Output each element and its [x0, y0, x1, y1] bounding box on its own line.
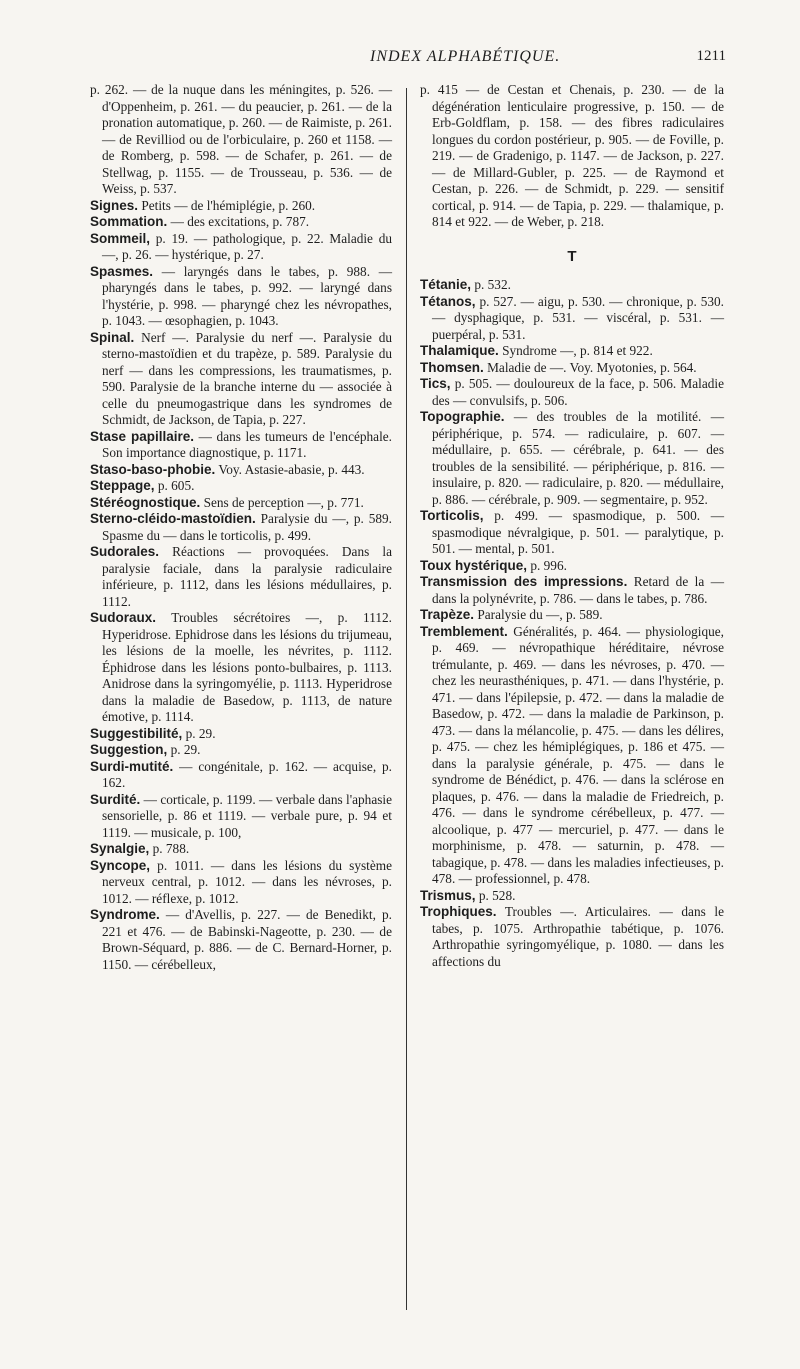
- entry-heading: Tics,: [420, 376, 451, 391]
- entry-text: Sens de perception —, p. 771.: [203, 494, 364, 510]
- entry-text: Troubles —. Articulaires. — dans le tabes, p. 1075. Arthropathie tabétique, p. 1076. Arthropathie syringomyélique, p. 1080. — dans les affections du: [432, 904, 724, 969]
- entry-heading: Spasmes.: [90, 263, 154, 279]
- entry-heading: Sommeil,: [90, 230, 151, 246]
- index-entry: [420, 508, 724, 558]
- entry-text: p. 29.: [185, 725, 216, 741]
- entry-heading: Signes.: [90, 197, 139, 213]
- index-entry: [420, 277, 724, 294]
- entry-text: — dans les tumeurs de l'encéphale. Son importance diagnostique, p. 1171.: [102, 428, 392, 460]
- entry-text: Paralysie du —, p. 589. Spasme du — dans le torticolis, p. 499.: [102, 511, 393, 543]
- index-entry: [420, 82, 724, 231]
- index-entry: [90, 330, 392, 429]
- entry-heading: Surdi-mutité.: [90, 758, 174, 774]
- entry-heading: Suggestion,: [90, 742, 168, 757]
- index-entry: [420, 343, 724, 360]
- entry-heading: Sommation.: [90, 214, 168, 229]
- entry-heading: Syndrome.: [90, 907, 160, 922]
- entry-text: Maladie de —. Voy. Myotonies, p. 564.: [487, 359, 697, 375]
- entry-text: p. 1011. — dans les lésions du système nerveux central, p. 1012. — dans les névroses, p. 1012. — réflexe, p. 1012.: [102, 857, 392, 906]
- entry-heading: Synalgie,: [90, 841, 150, 856]
- entry-text: Petits — de l'hémiplégie, p. 260.: [141, 197, 316, 213]
- index-entry: [90, 231, 392, 264]
- index-entry: [90, 462, 392, 479]
- entry-heading: Tétanos,: [420, 293, 476, 309]
- entry-text: — laryngés dans le tabes, p. 988. — pharyngés dans le tabes, p. 992. — laryngé dans l'hystérie, p. 998. — pharyngé chez les névropathes, p. 1043. — œsophagien, p. 1043.: [102, 263, 392, 328]
- entry-text: p. 528.: [478, 887, 516, 903]
- index-entry: [420, 558, 724, 575]
- entry-heading: Suggestibilité,: [90, 725, 183, 741]
- index-entry: [420, 376, 724, 409]
- entry-text: — corticale, p. 1199. — verbale dans l'aphasie sensorielle, p. 86 et 1119. — verbale pure, p. 94 et 1119. — musicale, p. 100,: [102, 791, 393, 840]
- entry-heading: Sudoraux.: [90, 610, 157, 625]
- entry-text: — congénitale, p. 162. — acquise, p. 162.: [102, 758, 393, 790]
- entry-text: Voy. Astasie-abasie, p. 443.: [218, 461, 365, 477]
- index-entry: [90, 907, 392, 973]
- entry-heading: Spinal.: [90, 329, 135, 345]
- index-entry: [90, 264, 392, 330]
- index-entry: [90, 198, 392, 215]
- entry-text: Généralités, p. 464. — physiologique, p. 469. — névropathique héréditaire, névrose trémulante, p. 469. — dans les névroses, p. 470. — chez les neurasthéniques, p. 471. — dans l'hystérie, p. 471. — dans l'épilepsie, p. 472. — dans la maladie de Basedow, p. 472. — dans la maladie de Parkinson, p. 473. — dans la mélancolie, p. 475. — dans les délires, p. 475. — chez les hémiplégiques, p. 186 et 475. — dans la paralysie générale, p. 475. — dans le syndrome de Bénédict, p. 476. — dans la sclérose en plaques, p. 476. — dans la maladie de Friedreich, p. 476. — dans le syndrome cérébelleux, p. 477. — alcoolique, p. 477 — mercuriel, p. 477. — dans le morphinisme, p. 478. — saturnin, p. 478. — tabagique, p. 478. — dans les maladies infectieuses, p. 478. — professionnel, p. 478.: [432, 623, 725, 886]
- index-entry: [90, 759, 392, 792]
- entry-text: p. 527. — aigu, p. 530. — chronique, p. 530. — dysphagique, p. 531. — viscéral, p. 531. — puerpéral, p. 531.: [432, 293, 724, 342]
- entry-text: p. 788.: [152, 841, 190, 856]
- page-number: 1211: [696, 48, 726, 64]
- index-entry: [90, 429, 392, 462]
- entry-text: — des excitations, p. 787.: [170, 214, 310, 229]
- index-entry: [90, 82, 392, 198]
- entry-text: Syndrome —, p. 814 et 922.: [502, 343, 653, 358]
- entry-heading: Trismus,: [420, 887, 476, 903]
- left-column: [90, 82, 392, 973]
- index-entry: [90, 858, 392, 908]
- entry-heading: Surdité.: [90, 791, 141, 807]
- index-entry: [420, 294, 724, 344]
- index-entry: [90, 214, 392, 231]
- entry-heading: Transmission des impressions.: [420, 574, 628, 589]
- entry-heading: Sudorales.: [90, 544, 160, 559]
- entry-heading: Tremblement.: [420, 623, 508, 639]
- index-entry: [90, 610, 392, 726]
- entry-text: p. 605.: [157, 478, 195, 493]
- entry-heading: Steppage,: [90, 478, 155, 493]
- section-letter: T: [567, 247, 577, 265]
- entry-text: Paralysie du —, p. 589.: [477, 607, 603, 622]
- entry-text: — des troubles de la motilité. — périphérique, p. 574. — radiculaire, p. 607. — médullaire, p. 655. — cérébrale, p. 641. — des troubles de la sensibilité. — périphérique, p. 816. — insulaire, p. 820. — radiculaire, p. 820. — médullaire, p. 886. — cérébrale, p. 909. — segmentaire, p. 952.: [432, 409, 724, 507]
- index-entry: [90, 544, 392, 610]
- entry-heading: Trophiques.: [420, 904, 497, 919]
- index-entry: [420, 607, 724, 624]
- index-entry: [90, 742, 392, 759]
- index-entry: [90, 726, 392, 743]
- index-entry: [90, 478, 392, 495]
- entry-text: Réactions — provoquées. Dans la paralysie faciale, dans la paralysie radiculaire inférieure, p. 1112, dans les lésions médullaires, p. 1112.: [102, 544, 392, 609]
- entry-text: p. 532.: [474, 277, 511, 292]
- index-entry: [420, 409, 724, 508]
- entry-heading: Thomsen.: [420, 359, 484, 375]
- entry-heading: Stase papillaire.: [90, 428, 195, 444]
- entry-text: — d'Avellis, p. 227. — de Benedikt, p. 221 et 476. — de Babinski-Nageotte, p. 230. — de Brown-Séquard, p. 886. — de C. Bernard-Horner, p. 1150. — cérébelleux,: [102, 907, 392, 972]
- index-entry: [420, 574, 724, 607]
- index-entry: [90, 792, 392, 842]
- index-entry: [90, 495, 392, 512]
- entry-text: p. 29.: [170, 742, 201, 757]
- entry-text: p. 19. — pathologique, p. 22. Maladie du —, p. 26. — hystérique, p. 27.: [102, 230, 392, 262]
- entry-heading: Torticolis,: [420, 508, 484, 523]
- entry-heading: Staso-baso-phobie.: [90, 461, 216, 477]
- index-entry: [90, 841, 392, 858]
- entry-heading: Trapèze.: [420, 607, 475, 622]
- index-entry: [420, 904, 724, 970]
- right-column: [420, 82, 724, 970]
- entry-heading: Toux hystérique,: [420, 557, 528, 573]
- entry-heading: Tétanie,: [420, 277, 472, 292]
- entry-text: p. 262. — de la nuque dans les méningites, p. 526. — d'Oppenheim, p. 261. — du peaucier, p. 261. — de la pronation automatique, p. 260. — de Raimiste, p. 261. — de Revilliod ou de l'orbiculaire, p. 260 et 1158. — de Romberg, p. 598. — de Schafer, p. 261. — de Stellwag, p. 1155. — de Trousseau, p. 536. — de Weiss, p. 537.: [90, 82, 392, 196]
- entry-text: p. 996.: [530, 557, 567, 573]
- column-divider: [406, 88, 407, 1310]
- entry-heading: Syncope,: [90, 857, 151, 873]
- entry-heading: Sterno-cléido-mastoïdien.: [90, 511, 256, 526]
- entry-text: Nerf —. Paralysie du nerf —. Paralysie du sterno-mastoïdien et du trapèze, p. 589. Paralysie du nerf — dans les compressions, les traumatismes, p. 590. Paralysie de la branche interne du — associée à celle du pneumogastrique dans les syndromes de Schmidt, de Jackson, de Tapia, p. 227.: [102, 329, 393, 427]
- entry-heading: Thalamique.: [420, 343, 499, 358]
- index-entry: [420, 624, 724, 888]
- index-entry: [420, 360, 724, 377]
- entry-text: p. 499. — spasmodique, p. 500. — spasmodique névralgique, p. 501. — paralytique, p. 501. — mental, p. 501.: [432, 508, 725, 556]
- entry-text: p. 505. — douloureux de la face, p. 506. Maladie des — convulsifs, p. 506.: [432, 376, 724, 408]
- running-title: INDEX ALPHABÉTIQUE.: [370, 48, 561, 65]
- entry-text: Retard de la — dans la polynévrite, p. 786. — dans le tabes, p. 786.: [432, 574, 725, 606]
- entry-text: p. 415 — de Cestan et Chenais, p. 230. — de la dégénération lenticulaire progressive, p. 150. — de Erb-Goldflam, p. 158. — des fibres radiculaires longues du cordon postérieur, p. 905. — de Foville, p. 219. — de Gradenigo, p. 1147. — de Jackson, p. 227. — de Millard-Gubler, p. 225. — de Raymond et Cestan, p. 226. — de Schmidt, p. 229. — sensitif cortical, p. 914. — de Tapia, p. 229. — thalamique, p. 814 et 922. — de Weber, p. 218.: [420, 82, 724, 229]
- entry-heading: Stéréognostique.: [90, 494, 201, 510]
- index-entry: [420, 888, 724, 905]
- entry-heading: Topographie.: [420, 409, 505, 424]
- entry-text: Troubles sécrétoires —, p. 1112. Hyperidrose. Ephidrose dans les lésions du trijumeau, les lésions de la moelle, les névrites, p. 1112. Éphidrose dans les lésions ponto-bulbaires, p. 1113. Anidrose dans la syringomyélie, p. 1113. Hyperidrose dans la maladie de Basedow, p. 1113, de nature émotive, p. 1114.: [102, 610, 392, 724]
- index-entry: [90, 511, 392, 544]
